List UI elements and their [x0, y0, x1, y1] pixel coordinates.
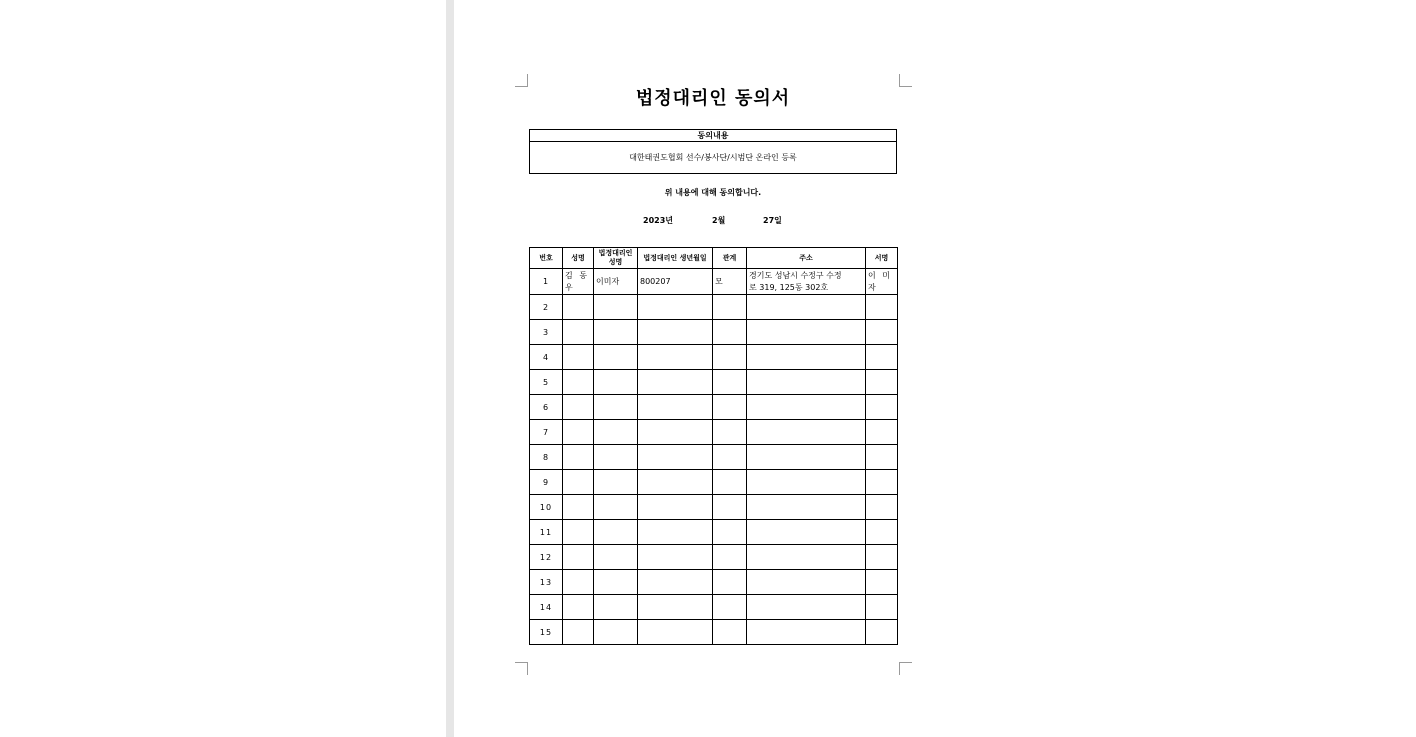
cell-guardian-name[interactable] — [594, 420, 638, 445]
cell-guardian-birth[interactable] — [638, 520, 713, 545]
cell-address[interactable] — [747, 545, 866, 570]
address-line-1: 경기도 성남시 수정구 수정 — [749, 270, 842, 280]
cell-no[interactable]: 11 — [530, 520, 563, 545]
roster-body — [530, 269, 898, 645]
cell-guardian-name[interactable] — [594, 570, 638, 595]
workspace-divider — [446, 0, 454, 737]
cell-guardian-birth[interactable] — [638, 495, 713, 520]
cell-signature[interactable] — [866, 345, 898, 370]
cell-relation[interactable] — [713, 295, 747, 320]
margin-corner-top-right — [899, 74, 912, 87]
cell-guardian-birth[interactable] — [638, 595, 713, 620]
table-row — [530, 545, 898, 570]
cell-guardian-birth[interactable] — [638, 470, 713, 495]
address-line-2: 로 319, 125동 302호 — [749, 282, 829, 292]
cell-guardian-name[interactable] — [594, 395, 638, 420]
cell-relation[interactable] — [713, 370, 747, 395]
column-header-relation: 관계 — [713, 248, 747, 269]
cell-signature[interactable] — [866, 595, 898, 620]
cell-relation[interactable]: 모 — [713, 269, 747, 295]
column-header-guardian-birth: 법정대리인 생년월일 — [638, 248, 713, 269]
cell-relation[interactable] — [713, 495, 747, 520]
table-row — [530, 295, 898, 320]
column-header-guardian-name: 법정대리인 성명 — [594, 248, 638, 269]
cell-signature[interactable] — [866, 470, 898, 495]
cell-relation[interactable] — [713, 445, 747, 470]
cell-no[interactable]: 14 — [530, 595, 563, 620]
cell-name[interactable] — [563, 495, 594, 520]
cell-address[interactable] — [747, 370, 866, 395]
cell-guardian-birth[interactable] — [638, 620, 713, 645]
column-header-name: 성명 — [563, 248, 594, 269]
cell-relation[interactable] — [713, 595, 747, 620]
cell-address[interactable] — [747, 595, 866, 620]
cell-name[interactable] — [563, 295, 594, 320]
cell-guardian-birth[interactable] — [638, 295, 713, 320]
cell-guardian-birth[interactable]: 800207 — [638, 269, 713, 295]
cell-guardian-name[interactable] — [594, 620, 638, 645]
cell-no[interactable]: 4 — [530, 345, 563, 370]
consent-header: 동의내용 — [530, 130, 896, 142]
cell-signature[interactable]: 이 미 자 — [866, 269, 898, 295]
cell-no[interactable]: 3 — [530, 320, 563, 345]
cell-no[interactable]: 1 — [530, 269, 563, 295]
table-row — [530, 420, 898, 445]
cell-name[interactable] — [563, 320, 594, 345]
cell-name[interactable] — [563, 470, 594, 495]
date-day: 27일 — [763, 216, 782, 225]
table-row — [530, 269, 898, 295]
table-row — [530, 520, 898, 545]
table-row — [530, 620, 898, 645]
cell-guardian-name[interactable] — [594, 520, 638, 545]
cell-relation[interactable] — [713, 545, 747, 570]
cell-guardian-name[interactable] — [594, 295, 638, 320]
cell-address[interactable] — [747, 295, 866, 320]
document-title: 법정대리인 동의서 — [635, 88, 791, 109]
cell-address[interactable] — [747, 520, 866, 545]
cell-guardian-name[interactable] — [594, 470, 638, 495]
cell-address[interactable] — [747, 345, 866, 370]
cell-signature[interactable] — [866, 395, 898, 420]
cell-address[interactable] — [747, 320, 866, 345]
consent-box — [529, 129, 897, 174]
cell-guardian-name[interactable] — [594, 495, 638, 520]
cell-guardian-birth[interactable] — [638, 445, 713, 470]
cell-signature[interactable] — [866, 445, 898, 470]
cell-guardian-birth[interactable] — [638, 545, 713, 570]
table-row — [530, 570, 898, 595]
cell-address[interactable] — [747, 620, 866, 645]
cell-signature[interactable] — [866, 545, 898, 570]
cell-address[interactable] — [747, 395, 866, 420]
cell-name[interactable] — [563, 395, 594, 420]
column-header-no: 번호 — [530, 248, 563, 269]
cell-name[interactable]: 김 동 우 — [563, 269, 594, 295]
cell-signature[interactable] — [866, 520, 898, 545]
cell-name[interactable] — [563, 595, 594, 620]
consent-body: 대한태권도협회 선수/봉사단/시범단 온라인 등록 — [629, 153, 797, 162]
table-row — [530, 595, 898, 620]
cell-no[interactable]: 15 — [530, 620, 563, 645]
cell-signature[interactable] — [866, 495, 898, 520]
cell-address[interactable] — [747, 420, 866, 445]
cell-address[interactable] — [747, 495, 866, 520]
cell-relation[interactable] — [713, 620, 747, 645]
cell-name[interactable] — [563, 370, 594, 395]
cell-signature[interactable] — [866, 320, 898, 345]
cell-no[interactable]: 9 — [530, 470, 563, 495]
cell-relation[interactable] — [713, 470, 747, 495]
table-row — [530, 495, 898, 520]
date-month: 2월 — [712, 216, 726, 225]
cell-relation[interactable] — [713, 320, 747, 345]
table-row — [530, 370, 898, 395]
cell-guardian-name[interactable] — [594, 345, 638, 370]
cell-guardian-birth[interactable] — [638, 570, 713, 595]
cell-guardian-birth[interactable] — [638, 370, 713, 395]
cell-no[interactable]: 8 — [530, 445, 563, 470]
cell-relation[interactable] — [713, 520, 747, 545]
cell-guardian-name[interactable]: 이미자 — [594, 269, 638, 295]
cell-address[interactable] — [747, 269, 866, 295]
cell-guardian-birth[interactable] — [638, 395, 713, 420]
table-row — [530, 345, 898, 370]
table-header-row — [530, 248, 898, 269]
cell-signature[interactable] — [866, 420, 898, 445]
cell-signature[interactable] — [866, 370, 898, 395]
cell-guardian-birth[interactable] — [638, 320, 713, 345]
cell-guardian-name[interactable] — [594, 370, 638, 395]
table-row — [530, 395, 898, 420]
cell-no[interactable]: 10 — [530, 495, 563, 520]
cell-name[interactable] — [563, 520, 594, 545]
column-header-signature: 서명 — [866, 248, 898, 269]
cell-guardian-birth[interactable] — [638, 345, 713, 370]
cell-address[interactable] — [747, 570, 866, 595]
cell-relation[interactable] — [713, 395, 747, 420]
cell-no[interactable]: 12 — [530, 545, 563, 570]
cell-signature[interactable] — [866, 620, 898, 645]
cell-name[interactable] — [563, 620, 594, 645]
cell-no[interactable]: 5 — [530, 370, 563, 395]
cell-guardian-birth[interactable] — [638, 420, 713, 445]
table-row — [530, 445, 898, 470]
table-row — [530, 320, 898, 345]
cell-name[interactable] — [563, 445, 594, 470]
roster-table — [529, 247, 898, 645]
cell-signature[interactable] — [866, 295, 898, 320]
cell-address[interactable] — [747, 470, 866, 495]
cell-relation[interactable] — [713, 570, 747, 595]
date-year: 2023년 — [643, 216, 673, 225]
cell-no[interactable]: 13 — [530, 570, 563, 595]
cell-guardian-name[interactable] — [594, 445, 638, 470]
agree-statement: 위 내용에 대해 동의합니다. — [664, 188, 762, 197]
cell-name[interactable] — [563, 345, 594, 370]
cell-no[interactable]: 7 — [530, 420, 563, 445]
margin-corner-bottom-left — [515, 662, 528, 675]
cell-relation[interactable] — [713, 420, 747, 445]
cell-relation[interactable] — [713, 345, 747, 370]
table-row — [530, 470, 898, 495]
cell-guardian-name[interactable] — [594, 545, 638, 570]
cell-name[interactable] — [563, 545, 594, 570]
cell-guardian-name[interactable] — [594, 595, 638, 620]
cell-signature[interactable] — [866, 570, 898, 595]
cell-no[interactable]: 6 — [530, 395, 563, 420]
margin-corner-top-left — [515, 74, 528, 87]
cell-no[interactable]: 2 — [530, 295, 563, 320]
cell-address[interactable] — [747, 445, 866, 470]
column-header-address: 주소 — [747, 248, 866, 269]
cell-guardian-name[interactable] — [594, 320, 638, 345]
cell-name[interactable] — [563, 420, 594, 445]
cell-name[interactable] — [563, 570, 594, 595]
margin-corner-bottom-right — [899, 662, 912, 675]
